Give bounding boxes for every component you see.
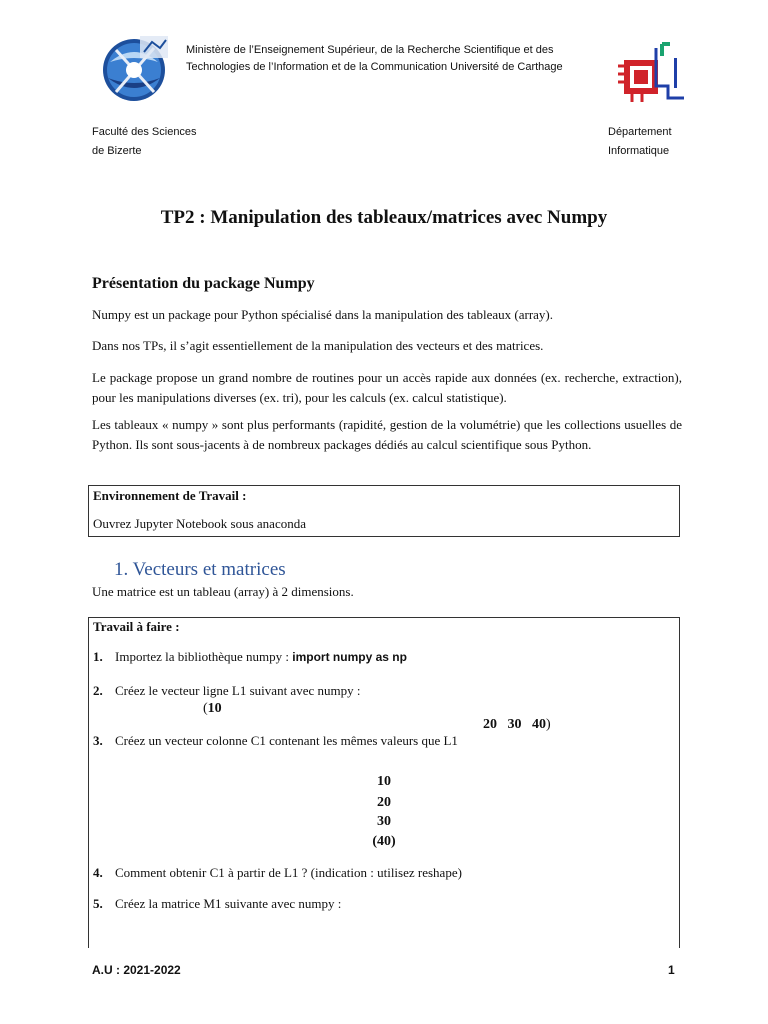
column-vector-value: 20	[377, 795, 391, 810]
faculty-line-2: de Bizerte	[92, 145, 142, 157]
faculty-label	[92, 123, 197, 161]
row-vector-open-paren: (	[203, 701, 208, 716]
step-code: import numpy as np	[292, 650, 407, 664]
work-step-5	[93, 895, 341, 913]
step-number: 1.	[93, 649, 103, 664]
paragraph: Les tableaux « numpy » sont plus performants (rapidité, gestion de la volumétrie) que les collections usuelles de Python. Ils sont sous-jacents à de nombreux packages dédiés au calcul scientifique sous Python.	[92, 417, 682, 452]
environment-title: Environnement de Travail :	[93, 488, 247, 503]
work-title: Travail à faire :	[93, 619, 180, 634]
column-vector-value: (40)	[372, 834, 396, 849]
step-text: Créez un vecteur colonne C1 contenant les mêmes valeurs que L1	[115, 733, 458, 748]
work-step-3	[93, 732, 458, 750]
section-1-title: 1. Vecteurs et matrices	[114, 559, 286, 580]
ministry-header	[186, 42, 606, 76]
step-text: Créez le vecteur ligne L1 suivant avec numpy :	[115, 683, 361, 698]
document-title: TP2 : Manipulation des tableaux/matrices avec Numpy	[160, 207, 608, 228]
row-vector-first: 10	[207, 701, 222, 716]
section-1-subtitle: Une matrice est un tableau (array) à 2 dimensions.	[92, 584, 354, 599]
step-number: 3.	[93, 733, 103, 748]
department-line-2: Informatique	[608, 145, 670, 157]
ministry-logo	[96, 32, 178, 104]
row-vector-rest	[469, 701, 551, 749]
paragraph: Numpy est un package pour Python spécialisé dans la manipulation des tableaux (array).	[92, 307, 554, 322]
column-vector-value: 30	[377, 814, 391, 829]
department-logo	[612, 40, 688, 108]
department-label	[608, 123, 672, 161]
section-heading: Présentation du package Numpy	[92, 275, 315, 292]
work-step-1	[93, 648, 407, 666]
step-text: Créez la matrice M1 suivante avec numpy :	[115, 896, 342, 911]
work-step-4	[93, 864, 462, 882]
environment-value: Ouvrez Jupyter Notebook sous anaconda	[93, 516, 306, 531]
ministry-line-2: Technologies de l’Information et de la Communication Université de Carthage	[186, 61, 563, 73]
faculty-line-1: Faculté des Sciences	[92, 126, 197, 138]
row-vector-rest-values: 20 30 40	[483, 717, 546, 732]
work-box	[88, 617, 680, 948]
row-vector-open	[203, 701, 222, 717]
department-line-1: Département	[608, 126, 672, 138]
step-number: 4.	[93, 865, 103, 880]
step-text: Comment obtenir C1 à partir de L1 ? (indication : utilisez reshape)	[115, 865, 462, 880]
environment-box	[88, 485, 680, 537]
academic-year: A.U : 2021-2022	[92, 963, 181, 977]
row-vector-close-paren: )	[546, 717, 551, 732]
paragraph: Dans nos TPs, il s’agit essentiellement de la manipulation des vecteurs et des matrices.	[92, 338, 544, 353]
work-step-2	[93, 682, 360, 700]
step-number: 5.	[93, 896, 103, 911]
ministry-line-1: Ministère de l’Enseignement Supérieur, de la Recherche Scientifique et des	[186, 44, 554, 56]
step-number: 2.	[93, 683, 103, 698]
page-number: 1	[668, 963, 675, 977]
column-vector-value: 10	[377, 774, 391, 789]
step-text: Importez la bibliothèque numpy :	[115, 649, 293, 664]
paragraph: Le package propose un grand nombre de routines pour un accès rapide aux données (ex. recherche, extraction), pour les manipulations diverses (ex. tri), pour les calculs (ex. calcul statistique).	[92, 370, 682, 405]
